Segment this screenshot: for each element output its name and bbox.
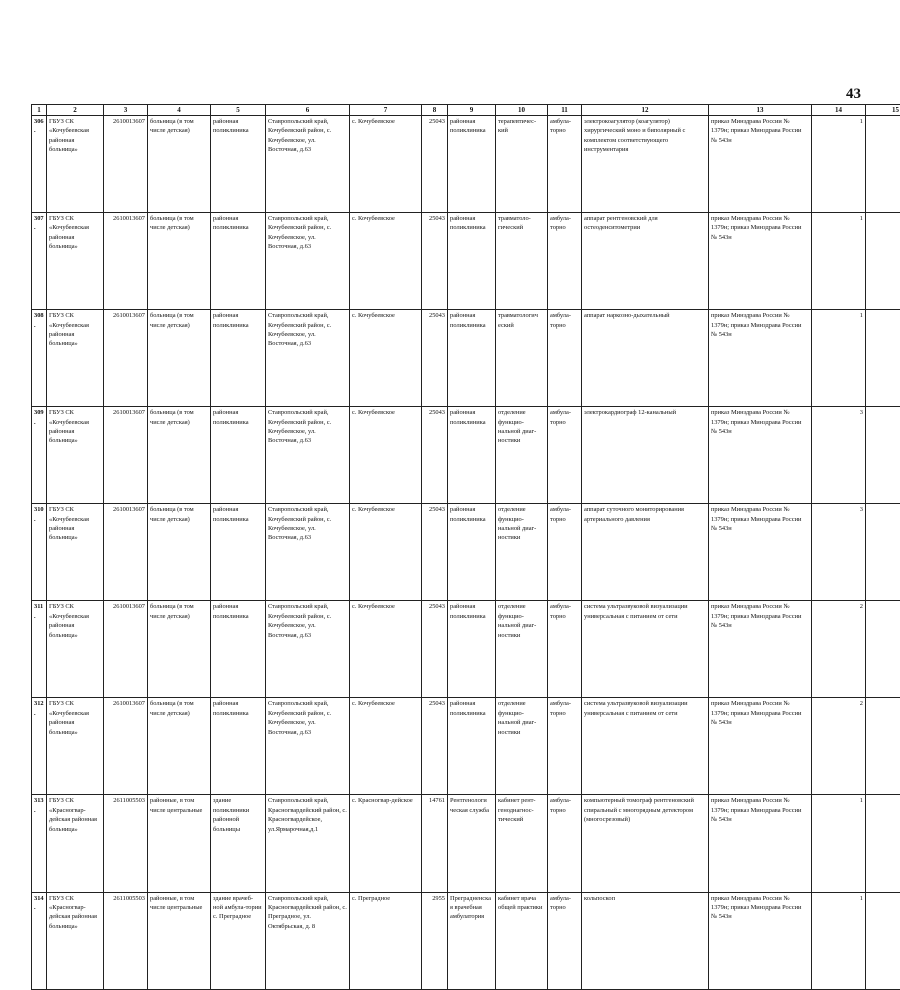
cell-pop: 14761 — [422, 795, 448, 892]
cell-c14 — [866, 310, 900, 407]
cell-addr: Ставропольский край, Кочубеевский район, с. Кочубеевское, ул. Восточная, д.63 — [266, 310, 350, 407]
cell-code: 2610013607 — [104, 310, 148, 407]
cell-c14 — [866, 892, 900, 989]
cell-dept: отделение функцио-нальной диаг-ностики — [496, 504, 548, 601]
cell-loc: с. Кочубеевское — [350, 116, 422, 213]
cell-qty: 3 — [812, 407, 866, 504]
cell-pop: 25043 — [422, 698, 448, 795]
cell-sub: районная поликлиника — [211, 213, 266, 310]
cell-org: ГБУЗ СК «Кочубеевская районная больница» — [47, 698, 104, 795]
cell-code: 2611005503 — [104, 795, 148, 892]
cell-dept: отделение функцио-нальной диаг-ностики — [496, 601, 548, 698]
cell-unit: Преградненская врачебная амбулатория — [448, 892, 496, 989]
column-header: 5 — [211, 105, 266, 116]
cell-code: 2610013607 — [104, 213, 148, 310]
cell-org: ГБУЗ СК «Красногвар-дейская районная больница» — [47, 892, 104, 989]
cell-equip: электрокардиограф 12-канальный — [582, 407, 709, 504]
cell-addr: Ставропольский край, Кочубеевский район, с. Кочубеевское, ул. Восточная, д.63 — [266, 698, 350, 795]
column-header: 11 — [548, 105, 582, 116]
cell-addr: Ставропольский край, Красногвардейский район, с. Красногвардейское, ул.Ярмарочная,д.1 — [266, 795, 350, 892]
cell-addr: Ставропольский край, Кочубеевский район, с. Кочубеевское, ул. Восточная, д.63 — [266, 213, 350, 310]
cell-dept: кабинет врача общей практики — [496, 892, 548, 989]
column-header: 1 — [32, 105, 47, 116]
cell-sub: районная поликлиника — [211, 310, 266, 407]
cell-pop: 25043 — [422, 504, 448, 601]
cell-loc: с. Кочубеевское — [350, 698, 422, 795]
cell-n: 310. — [32, 504, 47, 601]
cell-unit: районная поликлиника — [448, 601, 496, 698]
column-header: 10 — [496, 105, 548, 116]
cell-code: 2610013607 — [104, 698, 148, 795]
cell-basis: приказ Минздрава России № 1379н; приказ Минздрава России № 543н — [709, 407, 812, 504]
cell-c14 — [866, 213, 900, 310]
table-row — [32, 213, 900, 310]
cell-code: 2610013607 — [104, 407, 148, 504]
cell-sub: здание поликлиники районной больницы — [211, 795, 266, 892]
cell-unit: районная поликлиника — [448, 504, 496, 601]
cell-addr: Ставропольский край, Кочубеевский район, с. Кочубеевское, ул. Восточная, д.63 — [266, 116, 350, 213]
cell-qty: 2 — [812, 698, 866, 795]
cell-unit: Рентгенологи ческая служба — [448, 795, 496, 892]
cell-code: 2610013607 — [104, 504, 148, 601]
cell-org: ГБУЗ СК «Кочубеевская районная больница» — [47, 213, 104, 310]
column-header: 14 — [812, 105, 866, 116]
cell-pop: 25043 — [422, 213, 448, 310]
cell-unit: районная поликлиника — [448, 698, 496, 795]
cell-n: 313. — [32, 795, 47, 892]
cell-type: больница (в том числе детская) — [148, 310, 211, 407]
table-row — [32, 795, 900, 892]
cell-type: больница (в том числе детская) — [148, 407, 211, 504]
cell-c14 — [866, 795, 900, 892]
column-header: 13 — [709, 105, 812, 116]
cell-mode: амбула-торно — [548, 892, 582, 989]
cell-c14 — [866, 504, 900, 601]
table-row — [32, 601, 900, 698]
cell-pop: 25043 — [422, 601, 448, 698]
cell-equip: система ультразвуковой визуализации универсальная с питанием от сети — [582, 601, 709, 698]
cell-addr: Ставропольский край, Красногвардейский район, с. Преградное, ул. Октябрьская, д. 8 — [266, 892, 350, 989]
table-row — [32, 310, 900, 407]
table-row — [32, 698, 900, 795]
cell-n: 312. — [32, 698, 47, 795]
cell-mode: амбула-торно — [548, 601, 582, 698]
cell-basis: приказ Минздрава России № 1379н; приказ Минздрава России № 543н — [709, 795, 812, 892]
table-row — [32, 504, 900, 601]
cell-mode: амбула-торно — [548, 504, 582, 601]
cell-loc: с. Кочубеевское — [350, 310, 422, 407]
cell-n: 311. — [32, 601, 47, 698]
column-header: 4 — [148, 105, 211, 116]
cell-type: больница (в том числе детская) — [148, 116, 211, 213]
cell-basis: приказ Минздрава России № 1379н; приказ Минздрава России № 543н — [709, 213, 812, 310]
cell-sub: районная поликлиника — [211, 698, 266, 795]
cell-pop: 25043 — [422, 116, 448, 213]
cell-dept: травматоло-гический — [496, 213, 548, 310]
cell-n: 306. — [32, 116, 47, 213]
cell-qty: 3 — [812, 504, 866, 601]
column-header: 7 — [350, 105, 422, 116]
column-header: 12 — [582, 105, 709, 116]
cell-mode: амбула-торно — [548, 795, 582, 892]
cell-code: 2611005503 — [104, 892, 148, 989]
cell-sub: районная поликлиника — [211, 116, 266, 213]
cell-dept: травматологич еский — [496, 310, 548, 407]
cell-loc: с. Кочубеевское — [350, 213, 422, 310]
cell-mode: амбула-торно — [548, 698, 582, 795]
table-row — [32, 892, 900, 989]
cell-c14 — [866, 407, 900, 504]
cell-mode: амбула-торно — [548, 407, 582, 504]
cell-type: больница (в том числе детская) — [148, 213, 211, 310]
cell-unit: районная поликлиника — [448, 407, 496, 504]
equipment-register-table — [31, 104, 900, 990]
cell-unit: районная поликлиника — [448, 213, 496, 310]
cell-qty: 1 — [812, 892, 866, 989]
cell-org: ГБУЗ СК «Кочубеевская районная больница» — [47, 407, 104, 504]
cell-c14 — [866, 601, 900, 698]
column-header: 3 — [104, 105, 148, 116]
page-number: 43 — [846, 86, 861, 103]
cell-c14 — [866, 116, 900, 213]
cell-loc: с. Кочубеевское — [350, 407, 422, 504]
cell-mode: амбула-торно — [548, 310, 582, 407]
cell-qty: 1 — [812, 310, 866, 407]
cell-equip: компьютерный томограф рентгеновский спиральный с многорядным детектором (многосрезовый) — [582, 795, 709, 892]
cell-basis: приказ Минздрава России № 1379н; приказ Минздрава России № 543н — [709, 310, 812, 407]
cell-org: ГБУЗ СК «Кочубеевская районная больница» — [47, 310, 104, 407]
cell-sub: районная поликлиника — [211, 407, 266, 504]
column-header: 15 — [866, 105, 900, 116]
cell-qty: 1 — [812, 116, 866, 213]
cell-type: районные, в том числе центральные — [148, 892, 211, 989]
cell-equip: кольпоскоп — [582, 892, 709, 989]
cell-mode: амбула-торно — [548, 116, 582, 213]
cell-loc: с. Кочубеевское — [350, 601, 422, 698]
cell-pop: 25043 — [422, 310, 448, 407]
cell-sub: здание врачеб-ной амбула-тории с. Преградное — [211, 892, 266, 989]
cell-n: 314. — [32, 892, 47, 989]
cell-basis: приказ Минздрава России № 1379н; приказ Минздрава России № 543н — [709, 698, 812, 795]
cell-type: больница (в том числе детская) — [148, 698, 211, 795]
cell-addr: Ставропольский край, Кочубеевский район, с. Кочубеевское, ул. Восточная, д.63 — [266, 601, 350, 698]
cell-basis: приказ Минздрава России № 1379н; приказ Минздрава России № 543н — [709, 601, 812, 698]
cell-basis: приказ Минздрава России № 1379н; приказ Минздрава России № 543н — [709, 892, 812, 989]
cell-equip: аппарат суточного мониторирования артериального давления — [582, 504, 709, 601]
cell-mode: амбула-торно — [548, 213, 582, 310]
cell-n: 309. — [32, 407, 47, 504]
cell-dept: кабинет рент-геноднагнос-тический — [496, 795, 548, 892]
cell-qty: 2 — [812, 601, 866, 698]
cell-equip: электрокоагулятор (коагулятор) хирургический моно и биполярный с комплектом соответствующего инструментария — [582, 116, 709, 213]
table-row — [32, 407, 900, 504]
cell-dept: терапевтичес-кий — [496, 116, 548, 213]
cell-n: 307. — [32, 213, 47, 310]
column-header: 8 — [422, 105, 448, 116]
table-header-row — [32, 105, 900, 116]
cell-qty: 1 — [812, 795, 866, 892]
cell-addr: Ставропольский край, Кочубеевский район, с. Кочубеевское, ул. Восточная, д.63 — [266, 504, 350, 601]
cell-dept: отделение функцио-нальной диаг-ностики — [496, 698, 548, 795]
cell-dept: отделение функцио-нальной диаг-ностики — [496, 407, 548, 504]
cell-org: ГБУЗ СК «Кочубеевская районная больница» — [47, 601, 104, 698]
cell-pop: 25043 — [422, 407, 448, 504]
cell-equip: аппарат рентгеновский для остеоденситометрии — [582, 213, 709, 310]
cell-n: 308. — [32, 310, 47, 407]
cell-addr: Ставропольский край, Кочубеевский район, с. Кочубеевское, ул. Восточная, д.63 — [266, 407, 350, 504]
table-row — [32, 116, 900, 213]
cell-c14 — [866, 698, 900, 795]
cell-sub: районная поликлиника — [211, 601, 266, 698]
cell-loc: с. Красногвар-дейское — [350, 795, 422, 892]
cell-loc: с. Преградное — [350, 892, 422, 989]
cell-org: ГБУЗ СК «Кочубеевская районная больница» — [47, 504, 104, 601]
cell-org: ГБУЗ СК «Красногвар-дейская районная больница» — [47, 795, 104, 892]
cell-pop: 2955 — [422, 892, 448, 989]
cell-unit: районная поликлиника — [448, 116, 496, 213]
cell-basis: приказ Минздрава России № 1379н; приказ Минздрава России № 543н — [709, 116, 812, 213]
cell-basis: приказ Минздрава России № 1379н; приказ Минздрава России № 543н — [709, 504, 812, 601]
cell-loc: с. Кочубеевское — [350, 504, 422, 601]
column-header: 6 — [266, 105, 350, 116]
cell-code: 2610013607 — [104, 116, 148, 213]
cell-equip: аппарат наркозно-дыхательный — [582, 310, 709, 407]
column-header: 9 — [448, 105, 496, 116]
cell-sub: районная поликлиника — [211, 504, 266, 601]
cell-unit: районная поликлиника — [448, 310, 496, 407]
cell-code: 2610013607 — [104, 601, 148, 698]
cell-type: больница (в том числе детская) — [148, 504, 211, 601]
cell-type: районные, в том числе центральные — [148, 795, 211, 892]
cell-equip: система ультразвуковой визуализации универсальная с питанием от сети — [582, 698, 709, 795]
cell-org: ГБУЗ СК «Кочубеевская районная больница» — [47, 116, 104, 213]
cell-type: больница (в том числе детская) — [148, 601, 211, 698]
column-header: 2 — [47, 105, 104, 116]
cell-qty: 1 — [812, 213, 866, 310]
